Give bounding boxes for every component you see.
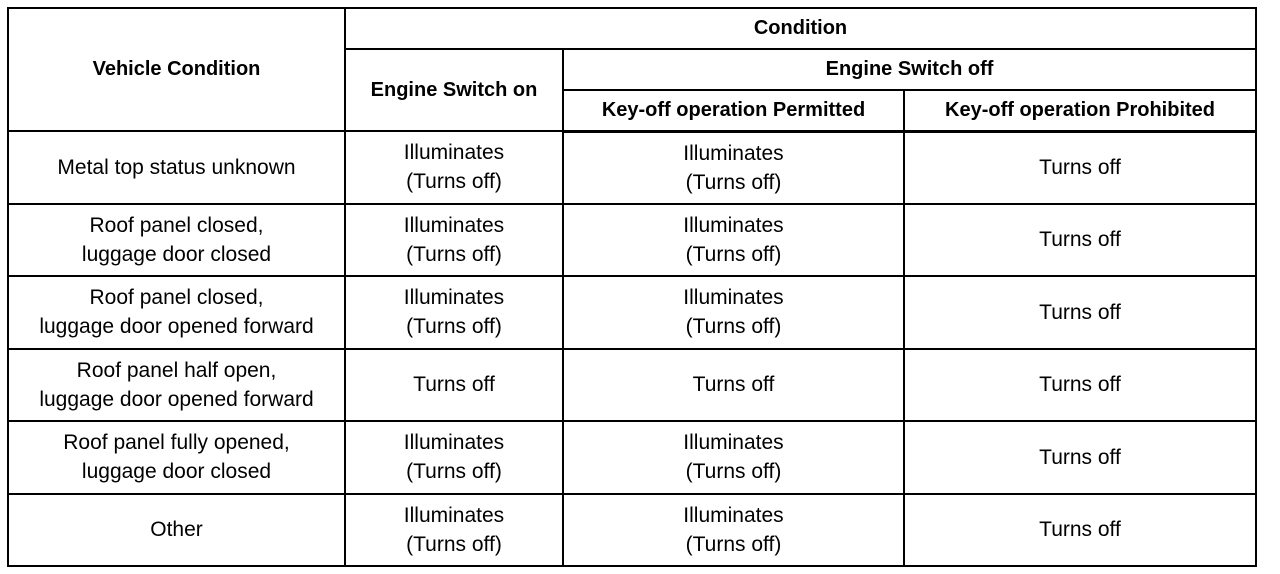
key-off-permitted-cell <box>563 494 904 567</box>
table-row <box>8 421 1256 494</box>
cell-text-line: Illuminates <box>683 431 784 455</box>
engine-switch-on-cell <box>345 421 563 494</box>
cell-text-line: Turns off <box>1039 300 1121 324</box>
cell-text-line: Illuminates <box>403 503 505 527</box>
key-off-prohibited-cell <box>904 131 1256 204</box>
key-off-prohibited-cell <box>904 349 1256 422</box>
cell-text-line: Illuminates <box>403 286 505 310</box>
key-off-permitted-cell <box>563 131 904 204</box>
header-condition: Condition <box>345 8 1256 49</box>
cell-text-line: Roof panel fully opened, <box>63 431 290 455</box>
table-header <box>8 8 1256 131</box>
cell-text-line: Turns off <box>1039 228 1121 252</box>
cell-text-line: (Turns off) <box>685 242 782 266</box>
header-vehicle-condition: Vehicle Condition <box>8 8 345 131</box>
cell-text-line: (Turns off) <box>406 170 502 194</box>
engine-switch-on-cell <box>345 276 563 349</box>
cell-text-line: Turns off <box>692 373 775 397</box>
header-engine-switch-on: Engine Switch on <box>345 49 563 131</box>
vehicle-condition-cell <box>8 421 345 494</box>
cell-text-line: (Turns off) <box>406 242 502 266</box>
vehicle-condition-cell <box>8 349 345 422</box>
header-row-1 <box>8 8 1256 49</box>
key-off-prohibited-cell <box>904 204 1256 277</box>
vehicle-condition-cell <box>8 494 345 567</box>
cell-text-line: Illuminates <box>403 213 505 237</box>
table-row <box>8 494 1256 567</box>
condition-table <box>7 7 1257 567</box>
cell-text-line: Illuminates <box>403 431 505 455</box>
cell-text-line: luggage door opened forward <box>39 387 314 411</box>
cell-text-line: Illuminates <box>683 213 784 237</box>
cell-text-line: (Turns off) <box>685 532 782 556</box>
table-body <box>8 131 1256 566</box>
cell-text-line: Other <box>150 518 203 542</box>
cell-text-line: Turns off <box>1039 373 1121 397</box>
vehicle-condition-cell <box>8 131 345 204</box>
cell-text-line: Illuminates <box>683 286 784 310</box>
header-engine-switch-off: Engine Switch off <box>563 49 1256 90</box>
cell-text-line: luggage door opened forward <box>39 315 314 339</box>
table-row <box>8 349 1256 422</box>
vehicle-condition-cell <box>8 276 345 349</box>
cell-text-line: (Turns off) <box>685 315 782 339</box>
key-off-permitted-cell <box>563 276 904 349</box>
cell-text-line: Roof panel closed, <box>89 213 264 237</box>
cell-text-line: Turns off <box>1039 445 1121 469</box>
key-off-permitted-cell <box>563 421 904 494</box>
key-off-prohibited-cell <box>904 421 1256 494</box>
cell-text-line: (Turns off) <box>406 460 502 484</box>
header-key-off-permitted: Key-off operation Permitted <box>563 90 904 131</box>
key-off-prohibited-cell <box>904 494 1256 567</box>
key-off-permitted-cell <box>563 204 904 277</box>
cell-text-line: luggage door closed <box>81 460 272 484</box>
cell-text-line: Illuminates <box>683 503 784 527</box>
key-off-prohibited-cell <box>904 276 1256 349</box>
cell-text-line: (Turns off) <box>685 170 782 194</box>
cell-text-line: Roof panel half open, <box>76 358 277 382</box>
cell-text-line: (Turns off) <box>406 532 502 556</box>
cell-text-line: Metal top status unknown <box>57 155 296 179</box>
table-row <box>8 131 1256 204</box>
cell-text-line: Turns off <box>413 373 495 397</box>
cell-text-line: Turns off <box>1039 518 1121 542</box>
cell-text-line: (Turns off) <box>406 315 502 339</box>
vehicle-condition-cell <box>8 204 345 277</box>
cell-text-line: Illuminates <box>403 141 505 165</box>
cell-text-line: (Turns off) <box>685 460 782 484</box>
cell-text-line: Illuminates <box>683 141 784 165</box>
cell-text-line: luggage door closed <box>81 242 272 266</box>
key-off-permitted-cell <box>563 349 904 422</box>
engine-switch-on-cell <box>345 204 563 277</box>
table-row <box>8 276 1256 349</box>
table-row <box>8 204 1256 277</box>
engine-switch-on-cell <box>345 494 563 567</box>
header-key-off-prohibited: Key-off operation Prohibited <box>904 90 1256 131</box>
cell-text-line: Roof panel closed, <box>89 286 264 310</box>
engine-switch-on-cell <box>345 131 563 204</box>
cell-text-line: Turns off <box>1039 156 1121 179</box>
engine-switch-on-cell <box>345 349 563 422</box>
